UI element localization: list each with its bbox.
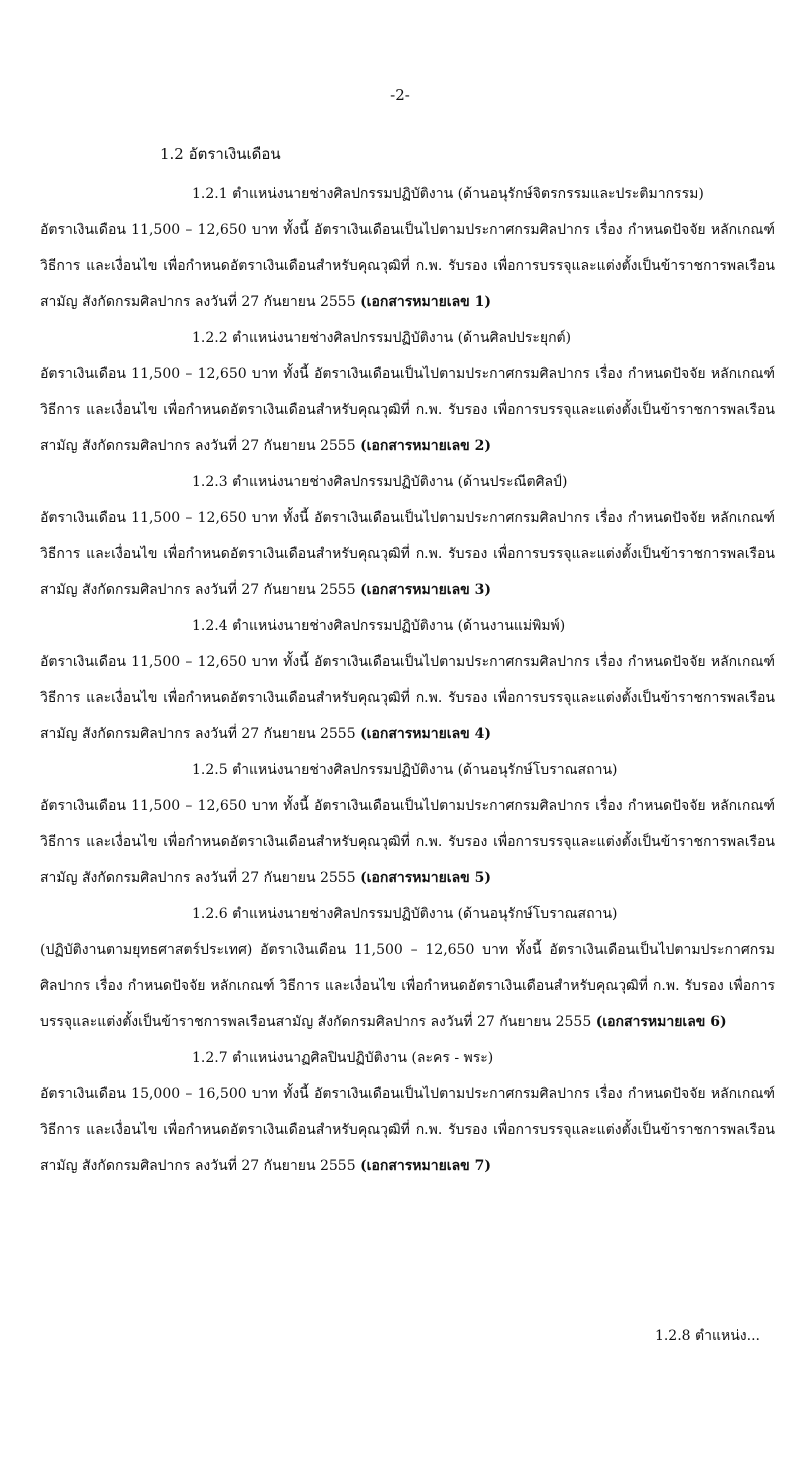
item-body-text: อัตราเงินเดือน 11,500 – 12,650 บาท ทั้งนี้ อัตราเงินเดือนเป็นไปตามประกาศกรมศิลปากร เรื่อง กำหนดปัจจัย หลักเกณฑ์ วิธีการ และเงื่อนไข เพื่อกำหนดอัตราเงินเดือนสำหรับคุณวุฒิที่ ก.พ. รับรอง เพื่อการบรรจุและแต่งตั้งเป็นข้าราชการพลเรือนสามัญ สังกัดกรมศิลปากร ลงวันที่ 27 กันยายน 2555 (40, 654, 775, 742)
salary-item-3 (40, 464, 775, 608)
item-body-text: อัตราเงินเดือน 11,500 – 12,650 บาท ทั้งนี้ อัตราเงินเดือนเป็นไปตามประกาศกรมศิลปากร เรื่อง กำหนดปัจจัย หลักเกณฑ์ วิธีการ และเงื่อนไข เพื่อกำหนดอัตราเงินเดือนสำหรับคุณวุฒิที่ ก.พ. รับรอง เพื่อการบรรจุและแต่งตั้งเป็นข้าราชการพลเรือนสามัญ สังกัดกรมศิลปากร ลงวันที่ 27 กันยายน 2555 (40, 366, 775, 454)
item-body-text: อัตราเงินเดือน 11,500 – 12,650 บาท ทั้งนี้ อัตราเงินเดือนเป็นไปตามประกาศกรมศิลปากร เรื่อง กำหนดปัจจัย หลักเกณฑ์ วิธีการ และเงื่อนไข เพื่อกำหนดอัตราเงินเดือนสำหรับคุณวุฒิที่ ก.พ. รับรอง เพื่อการบรรจุและแต่งตั้งเป็นข้าราชการพลเรือนสามัญ สังกัดกรมศิลปากร ลงวันที่ 27 กันยายน 2555 (40, 222, 775, 310)
item-body-text: (ปฏิบัติงานตามยุทธศาสตร์ประเทศ) อัตราเงินเดือน 11,500 – 12,650 บาท ทั้งนี้ อัตราเงินเดือนเป็นไปตามประกาศกรมศิลปากร เรื่อง กำหนดปัจจัย หลักเกณฑ์ วิธีการ และเงื่อนไข เพื่อกำหนดอัตราเงินเดือนสำหรับคุณวุฒิที่ ก.พ. รับรอง เพื่อการบรรจุและแต่งตั้งเป็นข้าราชการพลเรือนสามัญ สังกัดกรมศิลปากร ลงวันที่ 27 กันยายน 2555 (40, 942, 775, 1030)
continuation-note: 1.2.8 ตำแหน่ง... (654, 1328, 760, 1344)
document-reference: (เอกสารหมายเลข 2) (360, 438, 491, 454)
item-title: 1.2.4 ตำแหน่งนายช่างศิลปกรรมปฏิบัติงาน (ด้านงานแม่พิมพ์) (192, 618, 566, 634)
document-reference: (เอกสารหมายเลข 3) (360, 582, 491, 598)
document-reference: (เอกสารหมายเลข 6) (595, 1014, 727, 1030)
document-reference: (เอกสารหมายเลข 4) (360, 726, 491, 742)
item-body-text: อัตราเงินเดือน 11,500 – 12,650 บาท ทั้งนี้ อัตราเงินเดือนเป็นไปตามประกาศกรมศิลปากร เรื่อง กำหนดปัจจัย หลักเกณฑ์ วิธีการ และเงื่อนไข เพื่อกำหนดอัตราเงินเดือนสำหรับคุณวุฒิที่ ก.พ. รับรอง เพื่อการบรรจุและแต่งตั้งเป็นข้าราชการพลเรือนสามัญ สังกัดกรมศิลปากร ลงวันที่ 27 กันยายน 2555 (40, 798, 775, 886)
salary-item-2 (40, 320, 775, 464)
salary-items-list (40, 176, 775, 1184)
item-title: 1.2.1 ตำแหน่งนายช่างศิลปกรรมปฏิบัติงาน (ด้านอนุรักษ์จิตรกรรมและประติมากรรม) (192, 186, 704, 202)
page-number: -2- (390, 86, 410, 104)
item-title: 1.2.5 ตำแหน่งนายช่างศิลปกรรมปฏิบัติงาน (ด้านอนุรักษ์โบราณสถาน) (192, 762, 618, 778)
document-reference: (เอกสารหมายเลข 7) (360, 1158, 491, 1174)
item-body (40, 500, 775, 608)
item-body-text: อัตราเงินเดือน 15,000 – 16,500 บาท ทั้งนี้ อัตราเงินเดือนเป็นไปตามประกาศกรมศิลปากร เรื่อง กำหนดปัจจัย หลักเกณฑ์ วิธีการ และเงื่อนไข เพื่อกำหนดอัตราเงินเดือนสำหรับคุณวุฒิที่ ก.พ. รับรอง เพื่อการบรรจุและแต่งตั้งเป็นข้าราชการพลเรือนสามัญ สังกัดกรมศิลปากร ลงวันที่ 27 กันยายน 2555 (40, 1086, 775, 1174)
section-heading: 1.2 อัตราเงินเดือน (160, 145, 281, 163)
item-body-text: อัตราเงินเดือน 11,500 – 12,650 บาท ทั้งนี้ อัตราเงินเดือนเป็นไปตามประกาศกรมศิลปากร เรื่อง กำหนดปัจจัย หลักเกณฑ์ วิธีการ และเงื่อนไข เพื่อกำหนดอัตราเงินเดือนสำหรับคุณวุฒิที่ ก.พ. รับรอง เพื่อการบรรจุและแต่งตั้งเป็นข้าราชการพลเรือนสามัญ สังกัดกรมศิลปากร ลงวันที่ 27 กันยายน 2555 (40, 510, 775, 598)
document-reference: (เอกสารหมายเลข 1) (360, 294, 491, 310)
salary-item-5 (40, 752, 775, 896)
document-reference: (เอกสารหมายเลข 5) (360, 870, 491, 886)
item-body (40, 932, 775, 1040)
item-title: 1.2.7 ตำแหน่งนาฏศิลปินปฏิบัติงาน (ละคร - พระ) (192, 1050, 494, 1066)
item-body (40, 1076, 775, 1184)
salary-item-4 (40, 608, 775, 752)
item-body (40, 788, 775, 896)
item-body (40, 644, 775, 752)
item-title: 1.2.6 ตำแหน่งนายช่างศิลปกรรมปฏิบัติงาน (ด้านอนุรักษ์โบราณสถาน) (192, 906, 618, 922)
item-title: 1.2.3 ตำแหน่งนายช่างศิลปกรรมปฏิบัติงาน (ด้านประณีตศิลป์) (192, 474, 568, 490)
item-body (40, 212, 775, 320)
item-body (40, 356, 775, 464)
salary-item-1 (40, 176, 775, 320)
salary-item-6 (40, 896, 775, 1040)
item-title: 1.2.2 ตำแหน่งนายช่างศิลปกรรมปฏิบัติงาน (ด้านศิลปประยุกต์) (192, 330, 572, 346)
salary-item-7 (40, 1040, 775, 1184)
